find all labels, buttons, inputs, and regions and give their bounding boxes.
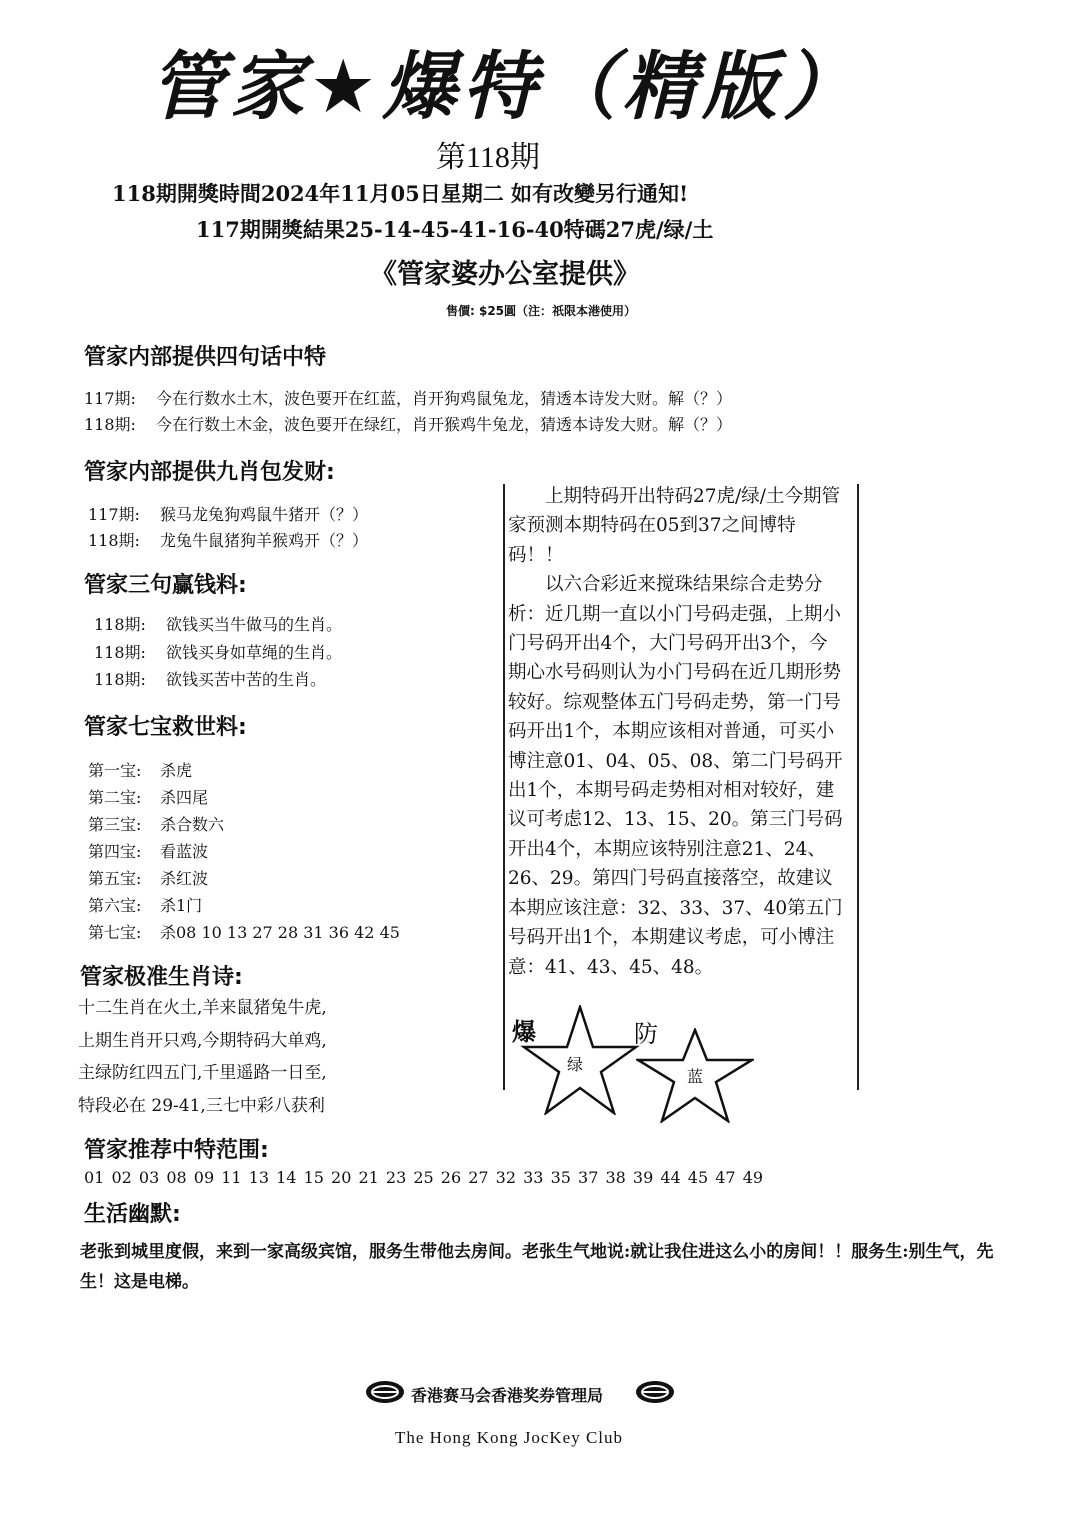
analysis-paragraph: 上期特码开出特码27虎/绿/土今期管家预测本期特码在05到37之间博特码！！: [508, 486, 841, 566]
list-item: [88, 785, 208, 808]
row-label: 第三宝:: [88, 815, 142, 834]
list-item: [88, 893, 202, 916]
poem-line: 上期生肖开只鸡,今期特码大单鸡,: [78, 1030, 327, 1051]
list-item: [88, 920, 400, 943]
section-heading-zodiac-poem: 管家极准生肖诗:: [80, 965, 243, 990]
row-label: 118期:: [94, 615, 146, 634]
row-text: 杀1门: [160, 896, 203, 915]
list-item: [88, 812, 224, 835]
provider: 《管家婆办公室提供》: [370, 259, 640, 290]
row-text: 今在行数土木金，波色要开在绿红，肖开猴鸡牛兔龙，猜透本诗发大财。解（？）: [156, 415, 733, 434]
row-text: 猴马龙兔狗鸡鼠牛猪开（？）: [160, 505, 369, 524]
star-label: 防: [634, 1020, 658, 1048]
last-result: 117期開獎結果25-14-45-41-16-40特碼27虎/绿/土: [196, 217, 714, 242]
org-name-cn: 香港赛马会香港奖券管理局: [411, 1386, 604, 1405]
price: 售價: $25圓（注：祇限本港使用）: [446, 304, 637, 318]
page-title: 管家★爆特（精版）: [150, 44, 863, 130]
poem-line: 主绿防红四五门,千里遥路一日至,: [78, 1063, 327, 1083]
draw-time-notice: 118期開獎時間2024年11月05日星期二 如有改變另行通知!: [112, 181, 689, 206]
row-text: 欲钱买苦中苦的生肖。: [166, 670, 327, 689]
row-label: 118期:: [94, 670, 146, 689]
row-text: 杀08 10 13 27 28 31 36 42 45: [160, 923, 400, 942]
poem-line: 十二生肖在火土,羊来鼠猪兔牛虎,: [78, 998, 327, 1018]
recommended-numbers: 01 02 03 08 09 11 13 14 15 20 21 23 25 26 27 32 33 35 37 38 39 44 45 47 49: [84, 1168, 764, 1187]
row-text: 杀合数六: [160, 815, 225, 834]
issue-number: 第118期: [436, 141, 540, 174]
list-item: [88, 528, 368, 551]
analysis-paragraph: 以六合彩近来搅珠结果综合走势分析：近几期一直以小门号码走强，上期小门号码开出4个，大门号码开出3个，今期心水号码则认为小门号码在近几期形势较好。综观整体五门号码走势，第一门号码开出1个，本期应该相对普通，可买小博注意01、04、05、08、第二门号码开出1个，本期号码走势相对相对较好，建议可考虑12、13、15、20。第三门号码开出4个，本期应该特别注意21、24、26、29。第四门号码直接落空，故建议本期应该注意：32、33、37、40第五门号码开出1个，本期建议考虑，可小博注意：41、43、45、48。: [508, 574, 843, 978]
row-text: 今在行数水土木，波色要开在红蓝，肖开狗鸡鼠兔龙，猜透本诗发大财。解（？）: [156, 389, 733, 408]
row-label: 第六宝:: [88, 896, 142, 915]
row-text: 看蓝波: [160, 842, 209, 861]
row-label: 第四宝:: [88, 842, 142, 861]
row-label: 117期:: [88, 505, 140, 524]
list-item: [88, 758, 192, 781]
section-heading-humor: 生活幽默:: [84, 1202, 181, 1227]
row-text: 欲钱买当牛做马的生肖。: [166, 615, 343, 634]
list-item: [94, 667, 326, 690]
row-label: 118期:: [94, 643, 146, 662]
row-text: 杀四尾: [160, 788, 209, 807]
list-item: [88, 839, 208, 862]
row-label: 117期:: [84, 389, 136, 408]
row-label: 118期:: [88, 531, 140, 550]
row-label: 第二宝:: [88, 788, 142, 807]
section-heading-recommended-range: 管家推荐中特范围:: [84, 1138, 269, 1163]
section-heading-seven-treasures: 管家七宝救世料:: [84, 715, 247, 740]
star-text: 绿: [567, 1055, 584, 1074]
row-label: 118期:: [84, 415, 136, 434]
jockey-club-logo-icon: [634, 1379, 676, 1405]
zodiac-poem: [78, 992, 327, 1122]
list-item: [88, 866, 208, 889]
list-item: [94, 612, 342, 635]
row-label: 第五宝:: [88, 869, 142, 888]
org-name-en: The Hong Kong JocKey Club: [395, 1428, 624, 1447]
row-label: 第七宝:: [88, 923, 142, 942]
list-item: [84, 386, 732, 409]
list-item: [84, 412, 732, 435]
section-heading-nine-zodiac: 管家内部提供九肖包发财:: [84, 460, 335, 485]
row-text: 欲钱买身如草绳的生肖。: [166, 643, 343, 662]
star-label: 爆: [512, 1017, 536, 1046]
analysis-text: [508, 482, 846, 982]
list-item: [88, 502, 368, 525]
star-text: 蓝: [687, 1067, 704, 1086]
row-text: 杀虎: [160, 761, 193, 780]
section-heading-four-lines: 管家内部提供四句话中特: [84, 345, 327, 370]
humor-text: 老张到城里度假，来到一家高级宾馆，服务生带他去房间。老张生气地说:就让我住进这么小的房间！！服务生:别生气，先生！这是电梯。: [80, 1242, 994, 1292]
poem-line: 特段必在 29-41,三七中彩八获利: [78, 1095, 325, 1116]
section-heading-three-lines: 管家三句赢钱料:: [84, 573, 247, 598]
row-label: 第一宝:: [88, 761, 142, 780]
list-item: [94, 640, 342, 663]
row-text: 龙兔牛鼠猪狗羊猴鸡开（？）: [160, 531, 369, 550]
row-text: 杀红波: [160, 869, 209, 888]
jockey-club-logo-icon: [364, 1379, 406, 1405]
